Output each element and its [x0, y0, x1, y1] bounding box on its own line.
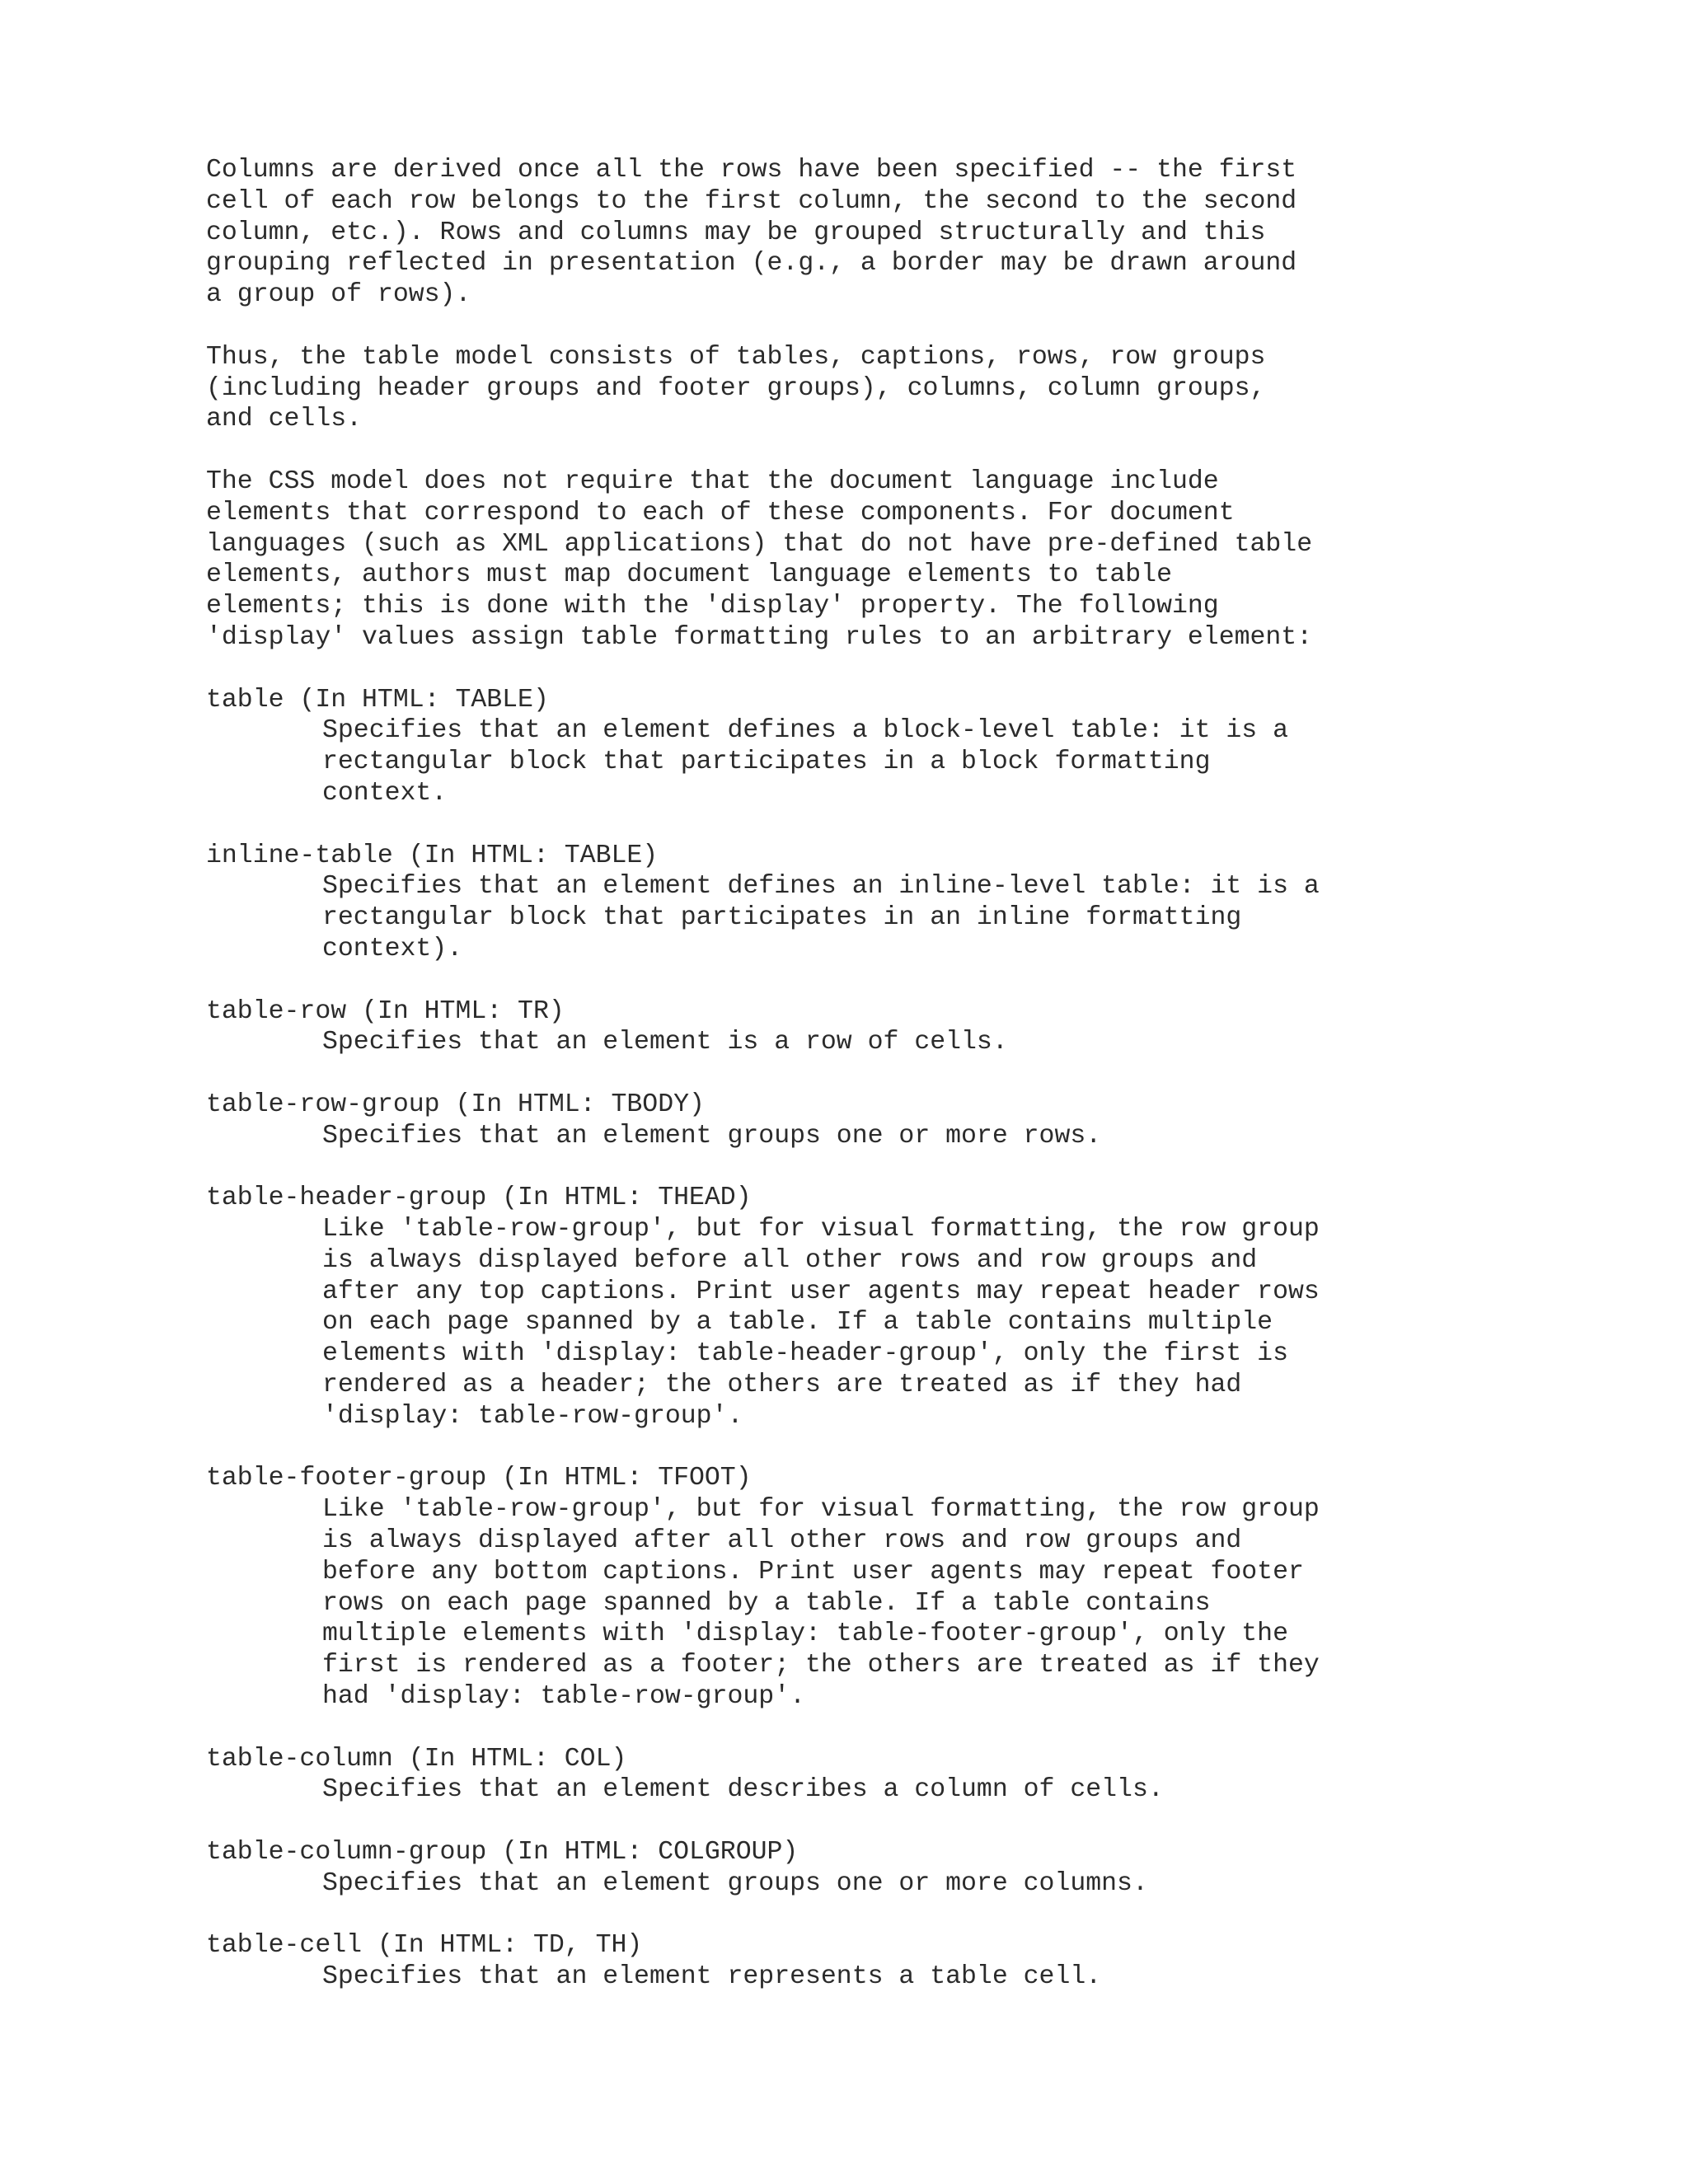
definition-term: inline-table (In HTML: TABLE): [206, 841, 659, 870]
document-page: [206, 155, 1492, 1993]
definition-description: Specifies that an element defines a block-level table: it is a rectangular block that participates in a block formatting context.: [322, 716, 1288, 808]
definition-description: Like 'table-row-group', but for visual formatting, the row group is always displayed after all other rows and row groups and before any bottom captions. Print user agents may repeat footer rows on each page spanned by a table. If a table contains multiple elements with 'display: table-footer-group', only the first is rendered as a footer; the others are treated as if they had 'display: table-row-group'.: [322, 1495, 1320, 1712]
definition-table-header-group: [206, 1183, 1492, 1432]
display-values-list: [206, 685, 1492, 1993]
definition-term: table-header-group (In HTML: THEAD): [206, 1183, 752, 1213]
definition-description: Specifies that an element defines an inline-level table: it is a rectangular block that participates in an inline formatting context).: [322, 872, 1320, 963]
definition-term: table-column-group (In HTML: COLGROUP): [206, 1838, 799, 1868]
definition-table-cell: [206, 1930, 1492, 1993]
definition-table-column-group: [206, 1837, 1492, 1900]
paragraph-columns: Columns are derived once all the rows have been specified -- the first cell of each row belongs to the first column, the second to the second column, etc.). Rows and columns may be grouped structurally and this grouping reflected in presentation (e.g., a border may be drawn around a group of rows).: [206, 156, 1297, 310]
definition-table-row: [206, 996, 1492, 1059]
definition-term: table-footer-group (In HTML: TFOOT): [206, 1464, 752, 1493]
definition-inline-table: [206, 841, 1492, 965]
paragraph-css-model: The CSS model does not require that the document language include elements that correspond to each of these components. For document languages (such as XML applications) that do not have pre-defined table elements, authors must map document language elements to table elements; this is done with the 'display' property. The following 'display' values assign table formatting rules to an arbitrary element:: [206, 466, 1313, 652]
definition-description: Specifies that an element groups one or more rows.: [322, 1121, 1102, 1151]
definition-description: Specifies that an element groups one or more columns.: [322, 1868, 1148, 1898]
definition-table-row-group: [206, 1090, 1492, 1152]
definition-description: Specifies that an element describes a column of cells.: [322, 1775, 1164, 1805]
definition-term: table-cell (In HTML: TD, TH): [206, 1931, 643, 1961]
definition-term: table-column (In HTML: COL): [206, 1744, 627, 1774]
definition-description: Like 'table-row-group', but for visual formatting, the row group is always displayed before all other rows and row groups and after any top captions. Print user agents may repeat header rows on each page spanned by a table. If a table contains multiple elements with 'display: table-header-group', only the first is rendered as a header; the others are treated as if they had 'display: table-row-group'.: [322, 1215, 1320, 1431]
definition-description: Specifies that an element represents a table cell.: [322, 1962, 1102, 1992]
definition-term: table (In HTML: TABLE): [206, 685, 549, 715]
definition-table-footer-group: [206, 1463, 1492, 1712]
paragraph-table-model: Thus, the table model consists of tables, captions, rows, row groups (including header groups and footer groups), columns, column groups, and cells.: [206, 342, 1266, 434]
definition-table-column: [206, 1744, 1492, 1807]
definition-term: table-row (In HTML: TR): [206, 996, 565, 1026]
definition-term: table-row-group (In HTML: TBODY): [206, 1090, 705, 1119]
definition-description: Specifies that an element is a row of cells.: [322, 1028, 1008, 1057]
definition-table: [206, 685, 1492, 809]
